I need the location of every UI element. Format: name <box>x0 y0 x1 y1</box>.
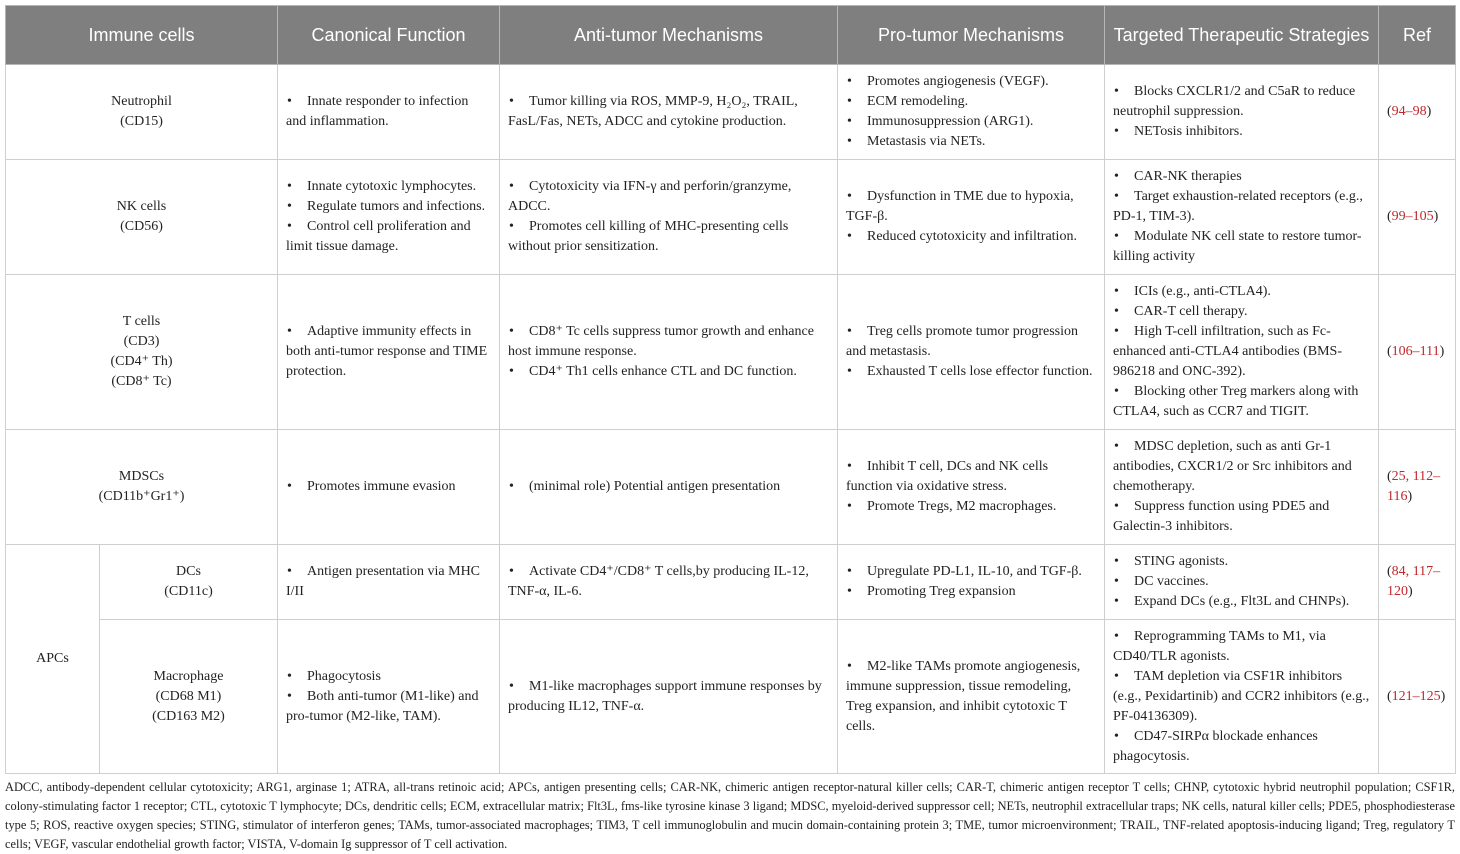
bullet-item: • Exhausted T cells lose effector function. <box>846 362 1096 382</box>
table-row <box>6 160 1456 275</box>
header-ref: Ref <box>1379 6 1456 65</box>
canonical-cell <box>278 545 500 620</box>
bullet-item: • Activate CD4⁺/CD8⁺ T cells,by producing IL-12, TNF-α, IL-6. <box>508 562 829 602</box>
cell-name-line: (CD15) <box>120 114 163 129</box>
anti-cell <box>500 275 838 430</box>
ref-link[interactable]: 94–98 <box>1391 104 1427 119</box>
cell-name-line: (CD4⁺ Th) <box>110 354 173 369</box>
bullet-item: • CD47-SIRPα blockade enhances phagocytosis. <box>1113 727 1370 767</box>
ref-cell <box>1379 275 1456 430</box>
cell-name-line: (CD56) <box>120 219 163 234</box>
bullet-item: • Suppress function using PDE5 and Galectin-3 inhibitors. <box>1113 497 1370 537</box>
table-row <box>6 430 1456 545</box>
bullet-item: • (minimal role) Potential antigen presentation <box>508 477 829 497</box>
bullet-item: • Promote Tregs, M2 macrophages. <box>846 497 1096 517</box>
anti-cell <box>500 430 838 545</box>
cell-name-line: T cells <box>122 314 161 329</box>
bullet-item: • Modulate NK cell state to restore tumor-killing activity <box>1113 227 1370 267</box>
bullet-item: • TAM depletion via CSF1R inhibitors (e.g., Pexidartinib) and CCR2 inhibitors (e.g., PF-04136309). <box>1113 667 1370 727</box>
ref-wrapper <box>1387 344 1444 359</box>
ref-wrapper <box>1387 564 1440 599</box>
cell-name-line: Neutrophil <box>111 94 172 109</box>
bullet-item: • M1-like macrophages support immune responses by producing IL12, TNF-α. <box>508 677 829 717</box>
ref-wrapper <box>1387 689 1445 704</box>
therapy-cell <box>1105 430 1379 545</box>
bullet-item: • Blocks CXCLR1/2 and C5aR to reduce neutrophil suppression. <box>1113 82 1370 122</box>
immune-cell-name <box>6 65 278 160</box>
header-immune-cells: Immune cells <box>6 6 278 65</box>
anti-cell <box>500 545 838 620</box>
ref-link[interactable]: 25, 112–116 <box>1387 469 1441 504</box>
ref-cell <box>1379 160 1456 275</box>
immune-cell-name <box>100 620 278 774</box>
group-cell-apcs: APCs <box>6 545 100 774</box>
bullet-item: • Control cell proliferation and limit tissue damage. <box>286 217 491 257</box>
cell-name-line: (CD163 M2) <box>152 708 225 724</box>
immune-cell-name <box>6 160 278 275</box>
canonical-cell <box>278 65 500 160</box>
bullet-item: • Phagocytosis <box>286 667 491 687</box>
pro-cell <box>838 620 1105 774</box>
bullet-item: • STING agonists. <box>1113 552 1370 572</box>
therapy-cell <box>1105 160 1379 275</box>
header-anti-tumor: Anti-tumor Mechanisms <box>500 6 838 65</box>
pro-cell <box>838 160 1105 275</box>
ref-link[interactable]: 121–125 <box>1391 688 1441 704</box>
bullet-item: • Upregulate PD-L1, IL-10, and TGF-β. <box>846 562 1096 582</box>
ref-cell <box>1379 620 1456 774</box>
bullet-item: • Both anti-tumor (M1-like) and pro-tumor (M2-like, TAM). <box>286 687 491 727</box>
bullet-item: • Innate responder to infection and inflammation. <box>286 92 491 132</box>
immune-cell-name <box>100 545 278 620</box>
anti-cell <box>500 160 838 275</box>
bullet-item: • Dysfunction in TME due to hypoxia, TGF-β. <box>846 187 1096 227</box>
pro-cell <box>838 545 1105 620</box>
bullet-item: • Target exhaustion-related receptors (e.g., PD-1, TIM-3). <box>1113 187 1370 227</box>
bullet-item: • DC vaccines. <box>1113 572 1370 592</box>
canonical-cell <box>278 620 500 774</box>
bullet-item: • MDSC depletion, such as anti Gr-1 antibodies, CXCR1/2 or Src inhibitors and chemotherapy. <box>1113 437 1370 497</box>
therapy-cell <box>1105 545 1379 620</box>
therapy-cell <box>1105 275 1379 430</box>
bullet-item: • ICIs (e.g., anti-CTLA4). <box>1113 282 1370 302</box>
header-pro-tumor: Pro-tumor Mechanisms <box>838 6 1105 65</box>
bullet-item: • Regulate tumors and infections. <box>286 197 491 217</box>
pro-cell <box>838 275 1105 430</box>
bullet-item: • CAR-T cell therapy. <box>1113 302 1370 322</box>
header-therapeutic-strategies: Targeted Therapeutic Strategies <box>1105 6 1379 65</box>
table-row <box>6 620 1456 774</box>
ref-cell <box>1379 65 1456 160</box>
ref-link[interactable]: 106–111 <box>1391 344 1440 359</box>
bullet-item: • Cytotoxicity via IFN-γ and perforin/granzyme, ADCC. <box>508 177 829 217</box>
cell-name-line: MDSCs <box>118 469 165 484</box>
table-footnote: ADCC, antibody-dependent cellular cytotoxicity; ARG1, arginase 1; ATRA, all-trans retinoic acid; APCs, antigen presenting cells; CAR-NK, chimeric antigen receptor-natural killer cells; CAR-T, chimeric antigen receptor T cells; CHNP, cytotoxic hybrid neutrophil population; CSF1R, colony-stimulating factor 1 receptor; CTL, cytotoxic T lymphocyte; DCs, dendritic cells; ECM, extracellular matrix; Flt3L, fms-like tyrosine kinase 3 ligand; MDSC, myeloid-derived suppressor cell; NETs, neutrophil extracellular traps; NK cells, natural killer cells; PDE5, phosphodiesterase type 5; ROS, reactive oxygen species; STING, stimulator of interferon genes; TAMs, tumor-associated macrophages; TIM3, T cell immunoglobulin and mucin domain-containing protein 3; TME, tumor microenvironment; TRAIL, TNF-related apoptosis-inducing ligand; Treg, regulatory T cells; VEGF, vascular endothelial growth factor; VISTA, V-domain Ig suppressor of T cell activation. <box>5 780 1455 851</box>
bullet-item: • High T-cell infiltration, such as Fc-enhanced anti-CTLA4 antibodies (BMS-986218 and ONC-392). <box>1113 322 1370 382</box>
cell-name-line: NK cells <box>116 199 167 214</box>
canonical-cell <box>278 275 500 430</box>
bullet-item: • Promotes immune evasion <box>286 477 491 497</box>
table-row <box>6 275 1456 430</box>
therapy-cell <box>1105 65 1379 160</box>
ref-cell <box>1379 430 1456 545</box>
bullet-item: • Inhibit T cell, DCs and NK cells function via oxidative stress. <box>846 457 1096 497</box>
bullet-item: • Treg cells promote tumor progression and metastasis. <box>846 322 1096 362</box>
immune-cells-table <box>5 5 1456 774</box>
ref-link[interactable]: 99–105 <box>1391 209 1434 224</box>
therapy-cell <box>1105 620 1379 774</box>
cell-name-line: (CD8⁺ Tc) <box>111 374 172 389</box>
bullet-item: • CD4⁺ Th1 cells enhance CTL and DC function. <box>508 362 829 382</box>
table-row <box>6 545 1456 620</box>
table-row <box>6 65 1456 160</box>
pro-cell <box>838 430 1105 545</box>
bullet-item: • CD8⁺ Tc cells suppress tumor growth and enhance host immune response. <box>508 322 829 362</box>
bullet-item: • Innate cytotoxic lymphocytes. <box>286 177 491 197</box>
cell-name-line: Macrophage <box>153 668 224 684</box>
bullet-item: • Adaptive immunity effects in both anti-tumor response and TIME protection. <box>286 322 491 382</box>
cell-name-line: (CD11b⁺Gr1⁺) <box>98 489 185 504</box>
bullet-item: • ECM remodeling. <box>846 92 1096 112</box>
bullet-item: • Expand DCs (e.g., Flt3L and CHNPs). <box>1113 592 1370 612</box>
bullet-item: • Reprogramming TAMs to M1, via CD40/TLR agonists. <box>1113 627 1370 667</box>
bullet-item: • M2-like TAMs promote angiogenesis, immune suppression, tissue remodeling, Treg expansion, and inhibit cytotoxic T cells. <box>846 657 1096 737</box>
bullet-item: • Metastasis via NETs. <box>846 132 1096 152</box>
cell-name-line: (CD11c) <box>164 584 213 599</box>
cell-name-line: (CD3) <box>123 334 160 349</box>
bullet-item: • Blocking other Treg markers along with CTLA4, such as CCR7 and TIGIT. <box>1113 382 1370 422</box>
anti-cell <box>500 65 838 160</box>
immune-cell-name <box>6 275 278 430</box>
ref-wrapper <box>1387 209 1438 224</box>
canonical-cell <box>278 160 500 275</box>
anti-cell <box>500 620 838 774</box>
ref-wrapper <box>1387 469 1440 504</box>
bullet-item: • Tumor killing via ROS, MMP-9, H₂O₂, TRAIL, FasL/Fas, NETs, ADCC and cytokine production. <box>508 92 829 132</box>
bullet-item: • Immunosuppression (ARG1). <box>846 112 1096 132</box>
bullet-item: • Promoting Treg expansion <box>846 582 1096 602</box>
ref-wrapper <box>1387 104 1431 119</box>
bullet-item: • Promotes cell killing of MHC-presenting cells without prior sensitization. <box>508 217 829 257</box>
immune-cell-name <box>6 430 278 545</box>
header-row <box>6 6 1456 65</box>
bullet-item: • NETosis inhibitors. <box>1113 122 1370 142</box>
bullet-item: • CAR-NK therapies <box>1113 167 1370 187</box>
ref-cell <box>1379 545 1456 620</box>
cell-name-line: DCs <box>176 564 201 579</box>
bullet-item: • Promotes angiogenesis (VEGF). <box>846 72 1096 92</box>
canonical-cell <box>278 430 500 545</box>
bullet-item: • Antigen presentation via MHC I/II <box>286 562 491 602</box>
cell-name-line: (CD68 M1) <box>155 688 222 704</box>
ref-link[interactable]: 84, 117–120 <box>1387 564 1441 599</box>
pro-cell <box>838 65 1105 160</box>
header-canonical-function: Canonical Function <box>278 6 500 65</box>
bullet-item: • Reduced cytotoxicity and infiltration. <box>846 227 1096 247</box>
